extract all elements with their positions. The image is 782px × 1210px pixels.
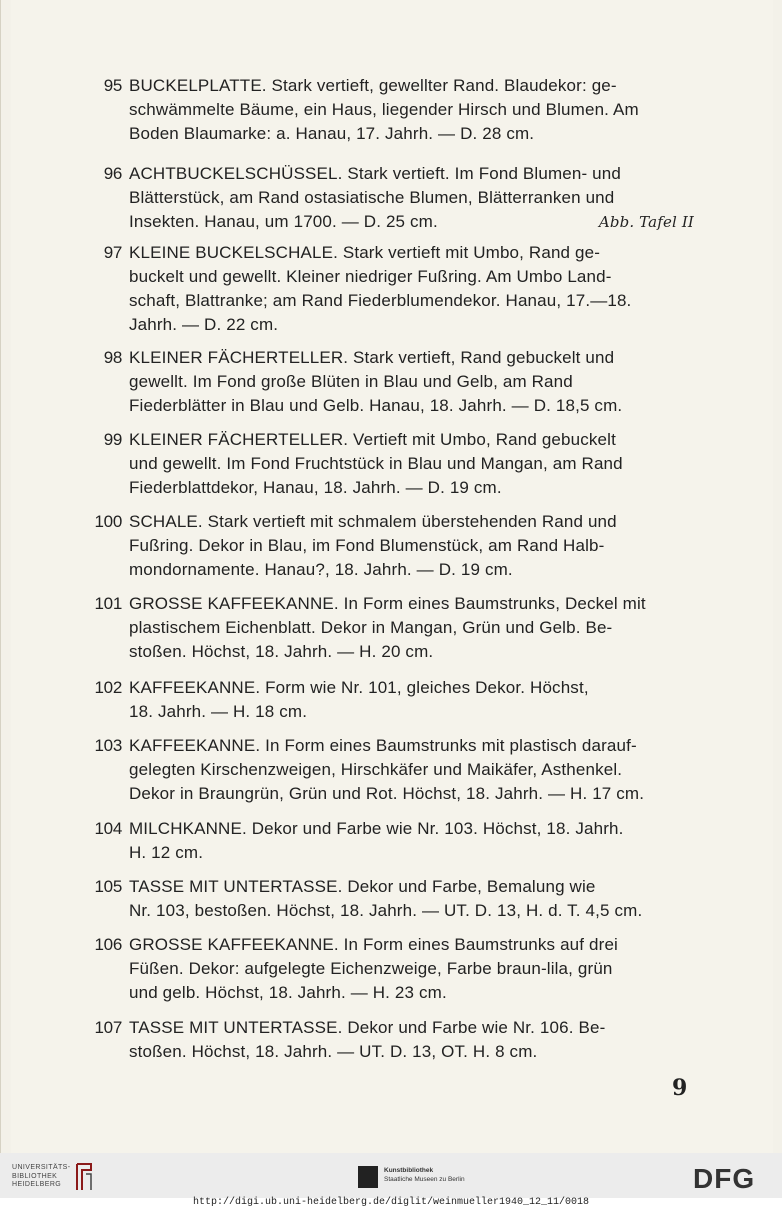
entry-text bbox=[129, 734, 694, 806]
entry-line: GROSSE KAFFEEKANNE. In Form eines Baumstrunks auf drei bbox=[129, 935, 618, 954]
logo-text-line: BIBLIOTHEK bbox=[12, 1172, 58, 1180]
entry-number: 101 bbox=[94, 594, 122, 613]
entry-line: KLEINE BUCKELSCHALE. Stark vertieft mit Umbo, Rand ge- bbox=[129, 243, 601, 262]
entry-line: gelegten Kirschenzweigen, Hirschkäfer und Maikäfer, Asthenkel. bbox=[129, 760, 623, 779]
entry-number: 95 bbox=[103, 76, 122, 95]
entry-number: 103 bbox=[94, 736, 122, 755]
entry-line: ACHTBUCKELSCHÜSSEL. Stark vertieft. Im Fond Blumen- und bbox=[129, 164, 621, 183]
entry-line: MILCHKANNE. Dekor und Farbe wie Nr. 103. Höchst, 18. Jahrh. bbox=[129, 819, 624, 838]
kunstbibliothek-logo-icon bbox=[358, 1166, 378, 1188]
entry-number: 104 bbox=[94, 819, 122, 838]
entry-line: KAFFEEKANNE. In Form eines Baumstrunks mit plastisch darauf- bbox=[129, 736, 637, 755]
university-seal-icon bbox=[74, 1162, 94, 1192]
entry-line: und gewellt. Im Fond Fruchtstück in Blau und Mangan, am Rand bbox=[129, 454, 623, 473]
entry-line: und gelb. Höchst, 18. Jahrh. — H. 23 cm. bbox=[129, 983, 447, 1002]
kunstbibliothek-title: Kunstbibliothek bbox=[384, 1167, 434, 1174]
entry-line: Fußring. Dekor in Blau, im Fond Blumenstück, am Rand Halb- bbox=[129, 536, 605, 555]
entry-line-with-reference bbox=[129, 210, 694, 234]
entry-line: KLEINER FÄCHERTELLER. Vertieft mit Umbo, Rand gebuckelt bbox=[129, 430, 616, 449]
entry-line: TASSE MIT UNTERTASSE. Dekor und Farbe wie Nr. 106. Be- bbox=[129, 1018, 606, 1037]
entry-text bbox=[129, 428, 694, 500]
university-library-logo[interactable] bbox=[12, 1164, 72, 1190]
entry-number: 98 bbox=[103, 348, 122, 367]
entry-text bbox=[129, 162, 694, 234]
entry-line: gewellt. Im Fond große Blüten in Blau und Gelb, am Rand bbox=[129, 372, 573, 391]
entry-text bbox=[129, 241, 694, 337]
page-number: 9 bbox=[672, 1075, 688, 1101]
entry-line: mondornamente. Hanau?, 18. Jahrh. — D. 19 cm. bbox=[129, 560, 513, 579]
entry-line: Blätterstück, am Rand ostasiatische Blumen, Blätterranken und bbox=[129, 188, 615, 207]
entry-line: schaft, Blattranke; am Rand Fiederblumendekor. Hanau, 17.—18. bbox=[129, 291, 632, 310]
entry-line: Boden Blaumarke: a. Hanau, 17. Jahrh. — D. 28 cm. bbox=[129, 124, 535, 143]
entry-line: stoßen. Höchst, 18. Jahrh. — H. 20 cm. bbox=[129, 642, 434, 661]
entry-text bbox=[129, 1016, 694, 1064]
entry-number: 107 bbox=[94, 1018, 122, 1037]
kunstbibliothek-logo[interactable] bbox=[384, 1166, 494, 1184]
entry-text bbox=[129, 875, 694, 923]
entry-line: Fiederblattdekor, Hanau, 18. Jahrh. — D. 19 cm. bbox=[129, 478, 502, 497]
entry-line: Insekten. Hanau, um 1700. — D. 25 cm. bbox=[129, 212, 438, 231]
logo-text-line: HEIDELBERG bbox=[12, 1181, 62, 1188]
entry-text bbox=[129, 74, 694, 146]
entry-line: buckelt und gewellt. Kleiner niedriger Fußring. Am Umbo Land- bbox=[129, 267, 612, 286]
entry-line: Füßen. Dekor: aufgelegte Eichenzweige, Farbe braun-lila, grün bbox=[129, 959, 613, 978]
entry-text bbox=[129, 676, 694, 724]
entry-line: plastischem Eichenblatt. Dekor in Mangan, Grün und Gelb. Be- bbox=[129, 618, 613, 637]
entry-text bbox=[129, 592, 694, 664]
entry-number: 100 bbox=[94, 512, 122, 531]
entry-line: 18. Jahrh. — H. 18 cm. bbox=[129, 702, 308, 721]
entry-number: 96 bbox=[103, 164, 122, 183]
entry-line: H. 12 cm. bbox=[129, 843, 204, 862]
entry-line: KAFFEEKANNE. Form wie Nr. 101, gleiches Dekor. Höchst, bbox=[129, 678, 589, 697]
entry-text bbox=[129, 510, 694, 582]
entry-line: Nr. 103, bestoßen. Höchst, 18. Jahrh. — UT. D. 13, H. d. T. 4,5 cm. bbox=[129, 901, 643, 920]
entry-line: BUCKELPLATTE. Stark vertieft, gewellter Rand. Blaudekor: ge- bbox=[129, 76, 617, 95]
entry-text bbox=[129, 817, 694, 865]
entry-number: 102 bbox=[94, 678, 122, 697]
entry-text bbox=[129, 933, 694, 1005]
entry-line: TASSE MIT UNTERTASSE. Dekor und Farbe, Bemalung wie bbox=[129, 877, 596, 896]
entry-number: 105 bbox=[94, 877, 122, 896]
figure-reference: Abb. Tafel II bbox=[598, 213, 694, 231]
entry-line: Jahrh. — D. 22 cm. bbox=[129, 315, 279, 334]
entry-number: 106 bbox=[94, 935, 122, 954]
entry-line: KLEINER FÄCHERTELLER. Stark vertieft, Rand gebuckelt und bbox=[129, 348, 615, 367]
entry-line: Fiederblätter in Blau und Gelb. Hanau, 18. Jahrh. — D. 18,5 cm. bbox=[129, 396, 623, 415]
kunstbibliothek-subtitle: Staatliche Museen zu Berlin bbox=[384, 1176, 465, 1183]
entry-line: stoßen. Höchst, 18. Jahrh. — UT. D. 13, OT. H. 8 cm. bbox=[129, 1042, 538, 1061]
source-url-link[interactable]: http://digi.ub.uni-heidelberg.de/diglit/weinmueller1940_12_11/0018 bbox=[192, 1197, 590, 1208]
entry-line: schwämmelte Bäume, ein Haus, liegender Hirsch und Blumen. Am bbox=[129, 100, 639, 119]
dfg-logo[interactable]: DFG bbox=[693, 1163, 756, 1194]
entry-line: GROSSE KAFFEEKANNE. In Form eines Baumstrunks, Deckel mit bbox=[129, 594, 646, 613]
entry-line: Dekor in Braungrün, Grün und Rot. Höchst, 18. Jahrh. — H. 17 cm. bbox=[129, 784, 645, 803]
entry-number: 99 bbox=[103, 430, 122, 449]
entry-line: SCHALE. Stark vertieft mit schmalem überstehenden Rand und bbox=[129, 512, 617, 531]
entry-text bbox=[129, 346, 694, 418]
entry-number: 97 bbox=[103, 243, 122, 262]
logo-text-line: UNIVERSITÄTS- bbox=[12, 1164, 71, 1171]
